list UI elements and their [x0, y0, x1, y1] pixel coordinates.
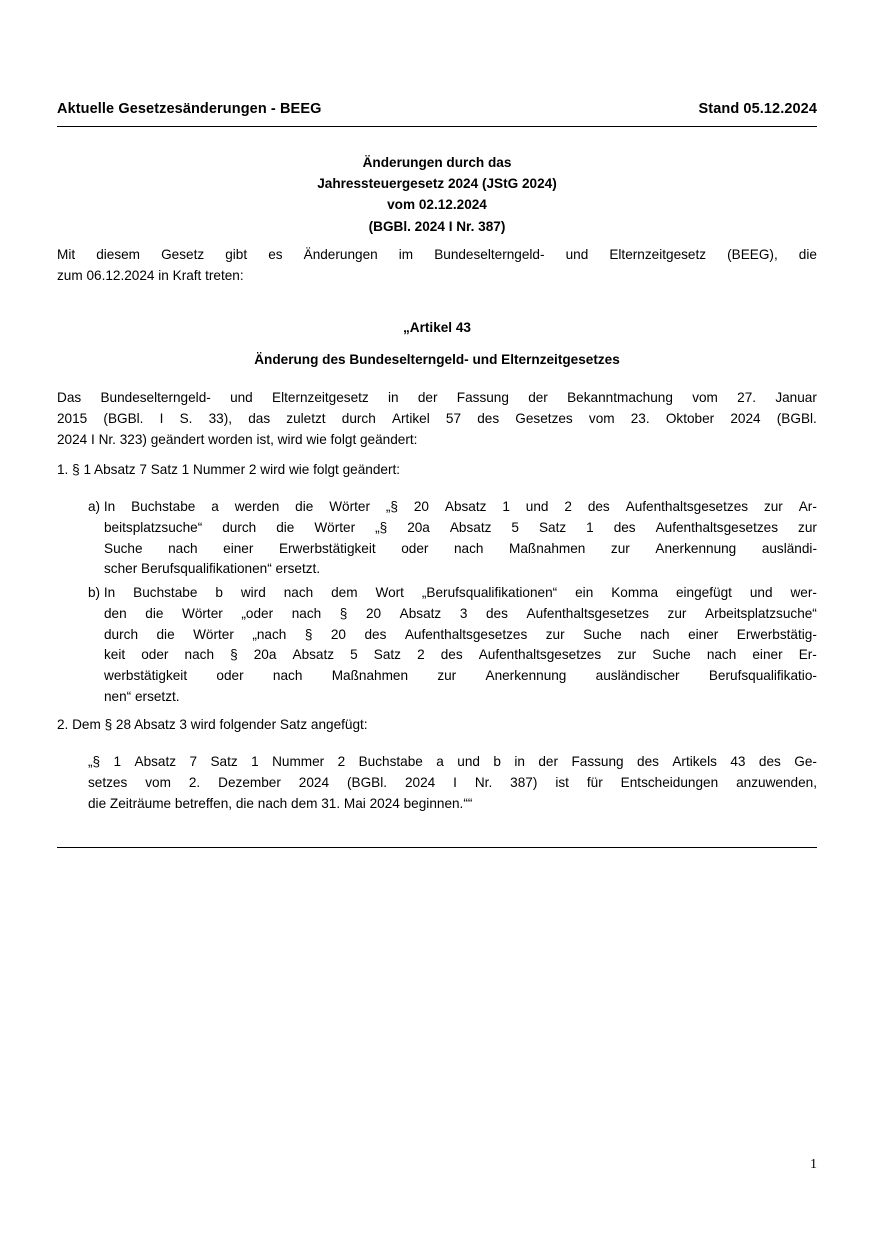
- article-heading-title: Änderung des Bundeselterngeld- und Elternzeitgesetzes: [254, 352, 620, 367]
- intro-line-2: zum 06.12.2024 in Kraft treten:: [57, 267, 244, 283]
- lead-paragraph: [57, 388, 817, 450]
- header-divider: [57, 126, 817, 127]
- title-line-2: Jahressteuergesetz 2024 (JStG 2024): [317, 176, 557, 192]
- quote-line-2: setzes vom 2. Dezember 2024 (BGBl. 2024 I Nr. 387) ist für Entscheidungen anzuwenden,: [88, 774, 817, 790]
- header-status-date: Stand 05.12.2024: [698, 101, 817, 117]
- title-line-3: vom 02.12.2024: [387, 197, 487, 213]
- article-heading-number: „Artikel 43: [402, 320, 471, 335]
- list-item-1: 1. § 1 Absatz 7 Satz 1 Nummer 2 wird wie folgt geändert:: [57, 462, 401, 477]
- item-1b-line-4: keit oder nach § 20a Absatz 5 Satz 2 des Aufenthaltsgesetzes zur Suche nach einer Er-: [104, 647, 817, 663]
- lead-line-1: Das Bundeselterngeld- und Elternzeitgesetz in der Fassung der Bekanntmachung vom 27. Januar: [57, 390, 817, 405]
- item-1b-line-5: werbstätigkeit oder nach Maßnahmen zur Anerkennung ausländischer Berufsqualifikatio-: [104, 668, 817, 684]
- item-1b-line-2: den die Wörter „oder nach § 20 Absatz 3 des Aufenthaltsgesetzes zur Arbeitsplatzsuche“: [104, 605, 817, 621]
- item-1b-line-1: b) In Buchstabe b wird nach dem Wort „Berufsqualifikationen“ ein Komma eingefügt und wer-: [88, 585, 817, 600]
- footer-divider: [57, 847, 817, 848]
- list-item-1b: [88, 583, 817, 708]
- page-number: 1: [810, 1157, 817, 1172]
- item-1b-line-6: nen“ ersetzt.: [104, 688, 180, 704]
- list-item-1a: [88, 497, 817, 580]
- quoted-amendment-text: [88, 752, 817, 814]
- item-1a-line-1: a) In Buchstabe a werden die Wörter „§ 20 Absatz 1 und 2 des Aufenthaltsgesetzes zur Ar-: [88, 499, 817, 514]
- header-title: Aktuelle Gesetzesänderungen - BEEG: [57, 101, 322, 117]
- quote-line-3: die Zeiträume betreffen, die nach dem 31. Mai 2024 beginnen.““: [88, 795, 473, 811]
- item-1a-line-2: beitsplatzsuche“ durch die Wörter „§ 20a Absatz 5 Satz 1 des Aufenthaltsgesetzes zur: [104, 519, 817, 535]
- quote-line-1: „§ 1 Absatz 7 Satz 1 Nummer 2 Buchstabe a und b in der Fassung des Artikels 43 des Ge-: [88, 754, 817, 769]
- title-line-1: Änderungen durch das: [362, 155, 512, 170]
- title-block: [57, 152, 817, 237]
- document-header: [57, 101, 817, 117]
- intro-paragraph: [57, 245, 817, 287]
- item-1b-line-3: durch die Wörter „nach § 20 des Aufenthaltsgesetzes zur Suche nach einer Erwerbstätig-: [104, 626, 817, 642]
- lead-line-3: 2024 I Nr. 323) geändert worden ist, wird wie folgt geändert:: [57, 431, 418, 447]
- lead-line-2: 2015 (BGBl. I S. 33), das zuletzt durch Artikel 57 des Gesetzes vom 23. Oktober 2024 (BGBl.: [57, 410, 817, 426]
- item-1a-line-3: Suche nach einer Erwerbstätigkeit oder nach Maßnahmen zur Anerkennung ausländi-: [104, 540, 817, 556]
- list-item-2: 2. Dem § 28 Absatz 3 wird folgender Satz angefügt:: [57, 717, 368, 732]
- title-line-4: (BGBl. 2024 I Nr. 387): [368, 218, 506, 234]
- item-1a-line-4: scher Berufsqualifikationen“ ersetzt.: [104, 561, 321, 577]
- intro-line-1: Mit diesem Gesetz gibt es Änderungen im Bundeselterngeld- und Elternzeitgesetz (BEEG), die: [57, 247, 817, 262]
